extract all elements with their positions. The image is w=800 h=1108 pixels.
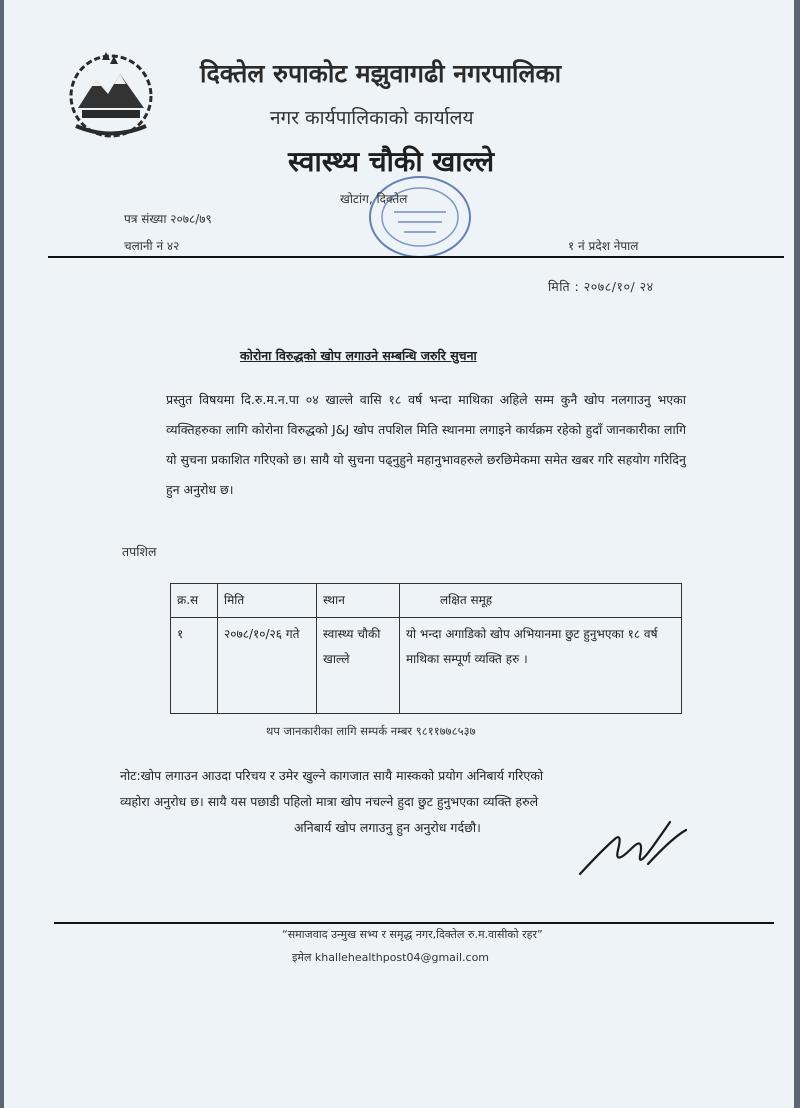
office-stamp (364, 172, 476, 262)
details-label: तपशिल (122, 544, 157, 559)
location-text: खोटांग, दिक्तेल (340, 192, 408, 206)
table-header-row (171, 584, 682, 618)
contact-number: थप जानकारीका लागि सम्पर्क नम्बर ९८११७७८५३७ (266, 724, 476, 738)
schedule-table (170, 583, 682, 714)
nepal-emblem-logo (56, 46, 166, 141)
signature (574, 808, 694, 882)
cell-serial: १ (171, 618, 218, 714)
notice-document (4, 0, 794, 1108)
footer-email: इमेल khallehealthpost04@gmail.com (292, 951, 490, 964)
cell-target: यो भन्दा अगाडिको खोप अभियानमा छुट हुनुभएका १८ वर्ष माथिका सम्पूर्ण व्यक्ति हरु । (400, 618, 682, 714)
col-serial-header: क्र.स (171, 584, 218, 618)
note-line-3: अनिबार्य खोप लगाउनु हुन अनुरोध गर्दछौ। (294, 820, 481, 835)
cell-date: २०७८/१०/२६ गते (218, 618, 317, 714)
reference-number: पत्र संख्या २०७८/७९ (124, 212, 212, 226)
notice-body: प्रस्तुत विषयमा दि.रु.म.न.पा ०४ खाल्ले वासि १८ वर्ष भन्दा माथिका अहिले सम्म कुनै खोप नलगाउनु भएका व्यक्तिहरुका लागि कोरोना विरुद्धको J&J खोप तपशिल मिति स्थानमा लगाइने कार्यक्रम रहेको हुदाँ जानकारीका लागि यो सुचना प्रकाशित गरिएको छ। सायै यो सुचना पढ्नुहुने महानुभावहरुले छरछिमेकमा समेत खबर गरि सहयोग गरिदिनु हुन अनुरोध छ। (166, 392, 686, 497)
municipality-name: दिक्तेल रुपाकोट मझुवागढी नगरपालिका (200, 59, 562, 88)
footer-slogan: “समाजवाद उन्मुख सभ्य र समृद्ध नगर,दिक्तेल रु.म.वासीको रहर” (282, 928, 543, 941)
dispatch-number: चलानी नं ४२ (124, 239, 180, 253)
note-line-1: नोट:खोप लगाउन आउदा परिचय र उमेर खुल्ने कागजात सायै मास्कको प्रयोग अनिबार्य गरिएको (120, 768, 544, 783)
footer-divider (54, 922, 774, 924)
office-name: नगर कार्यपालिकाको कार्यालय (270, 107, 474, 129)
col-place-header: स्थान (317, 584, 400, 618)
note-line-2: व्यहोरा अनुरोध छ। सायै यस पछाडी पहिलो मात्रा खोप नचल्ने हुदा छुट हुनुभएका व्यक्ति हरुले (120, 794, 539, 809)
cell-place: स्वास्थ्य चौकी खाल्ले (317, 618, 400, 714)
col-date-header: मिति (218, 584, 317, 618)
table-row (171, 618, 682, 714)
notice-date: मिति : २०७८/१०/ २४ (548, 279, 654, 294)
province-text: १ नं प्रदेश नेपाल (568, 239, 639, 253)
header-divider (48, 256, 784, 258)
col-target-header: लक्षित समूह (400, 584, 682, 618)
notice-subject: कोरोना विरुद्धको खोप लगाउने सम्बन्धि जरुरि सुचना (240, 348, 477, 363)
health-post-name: स्वास्थ्य चौकी खाल्ले (288, 145, 495, 178)
